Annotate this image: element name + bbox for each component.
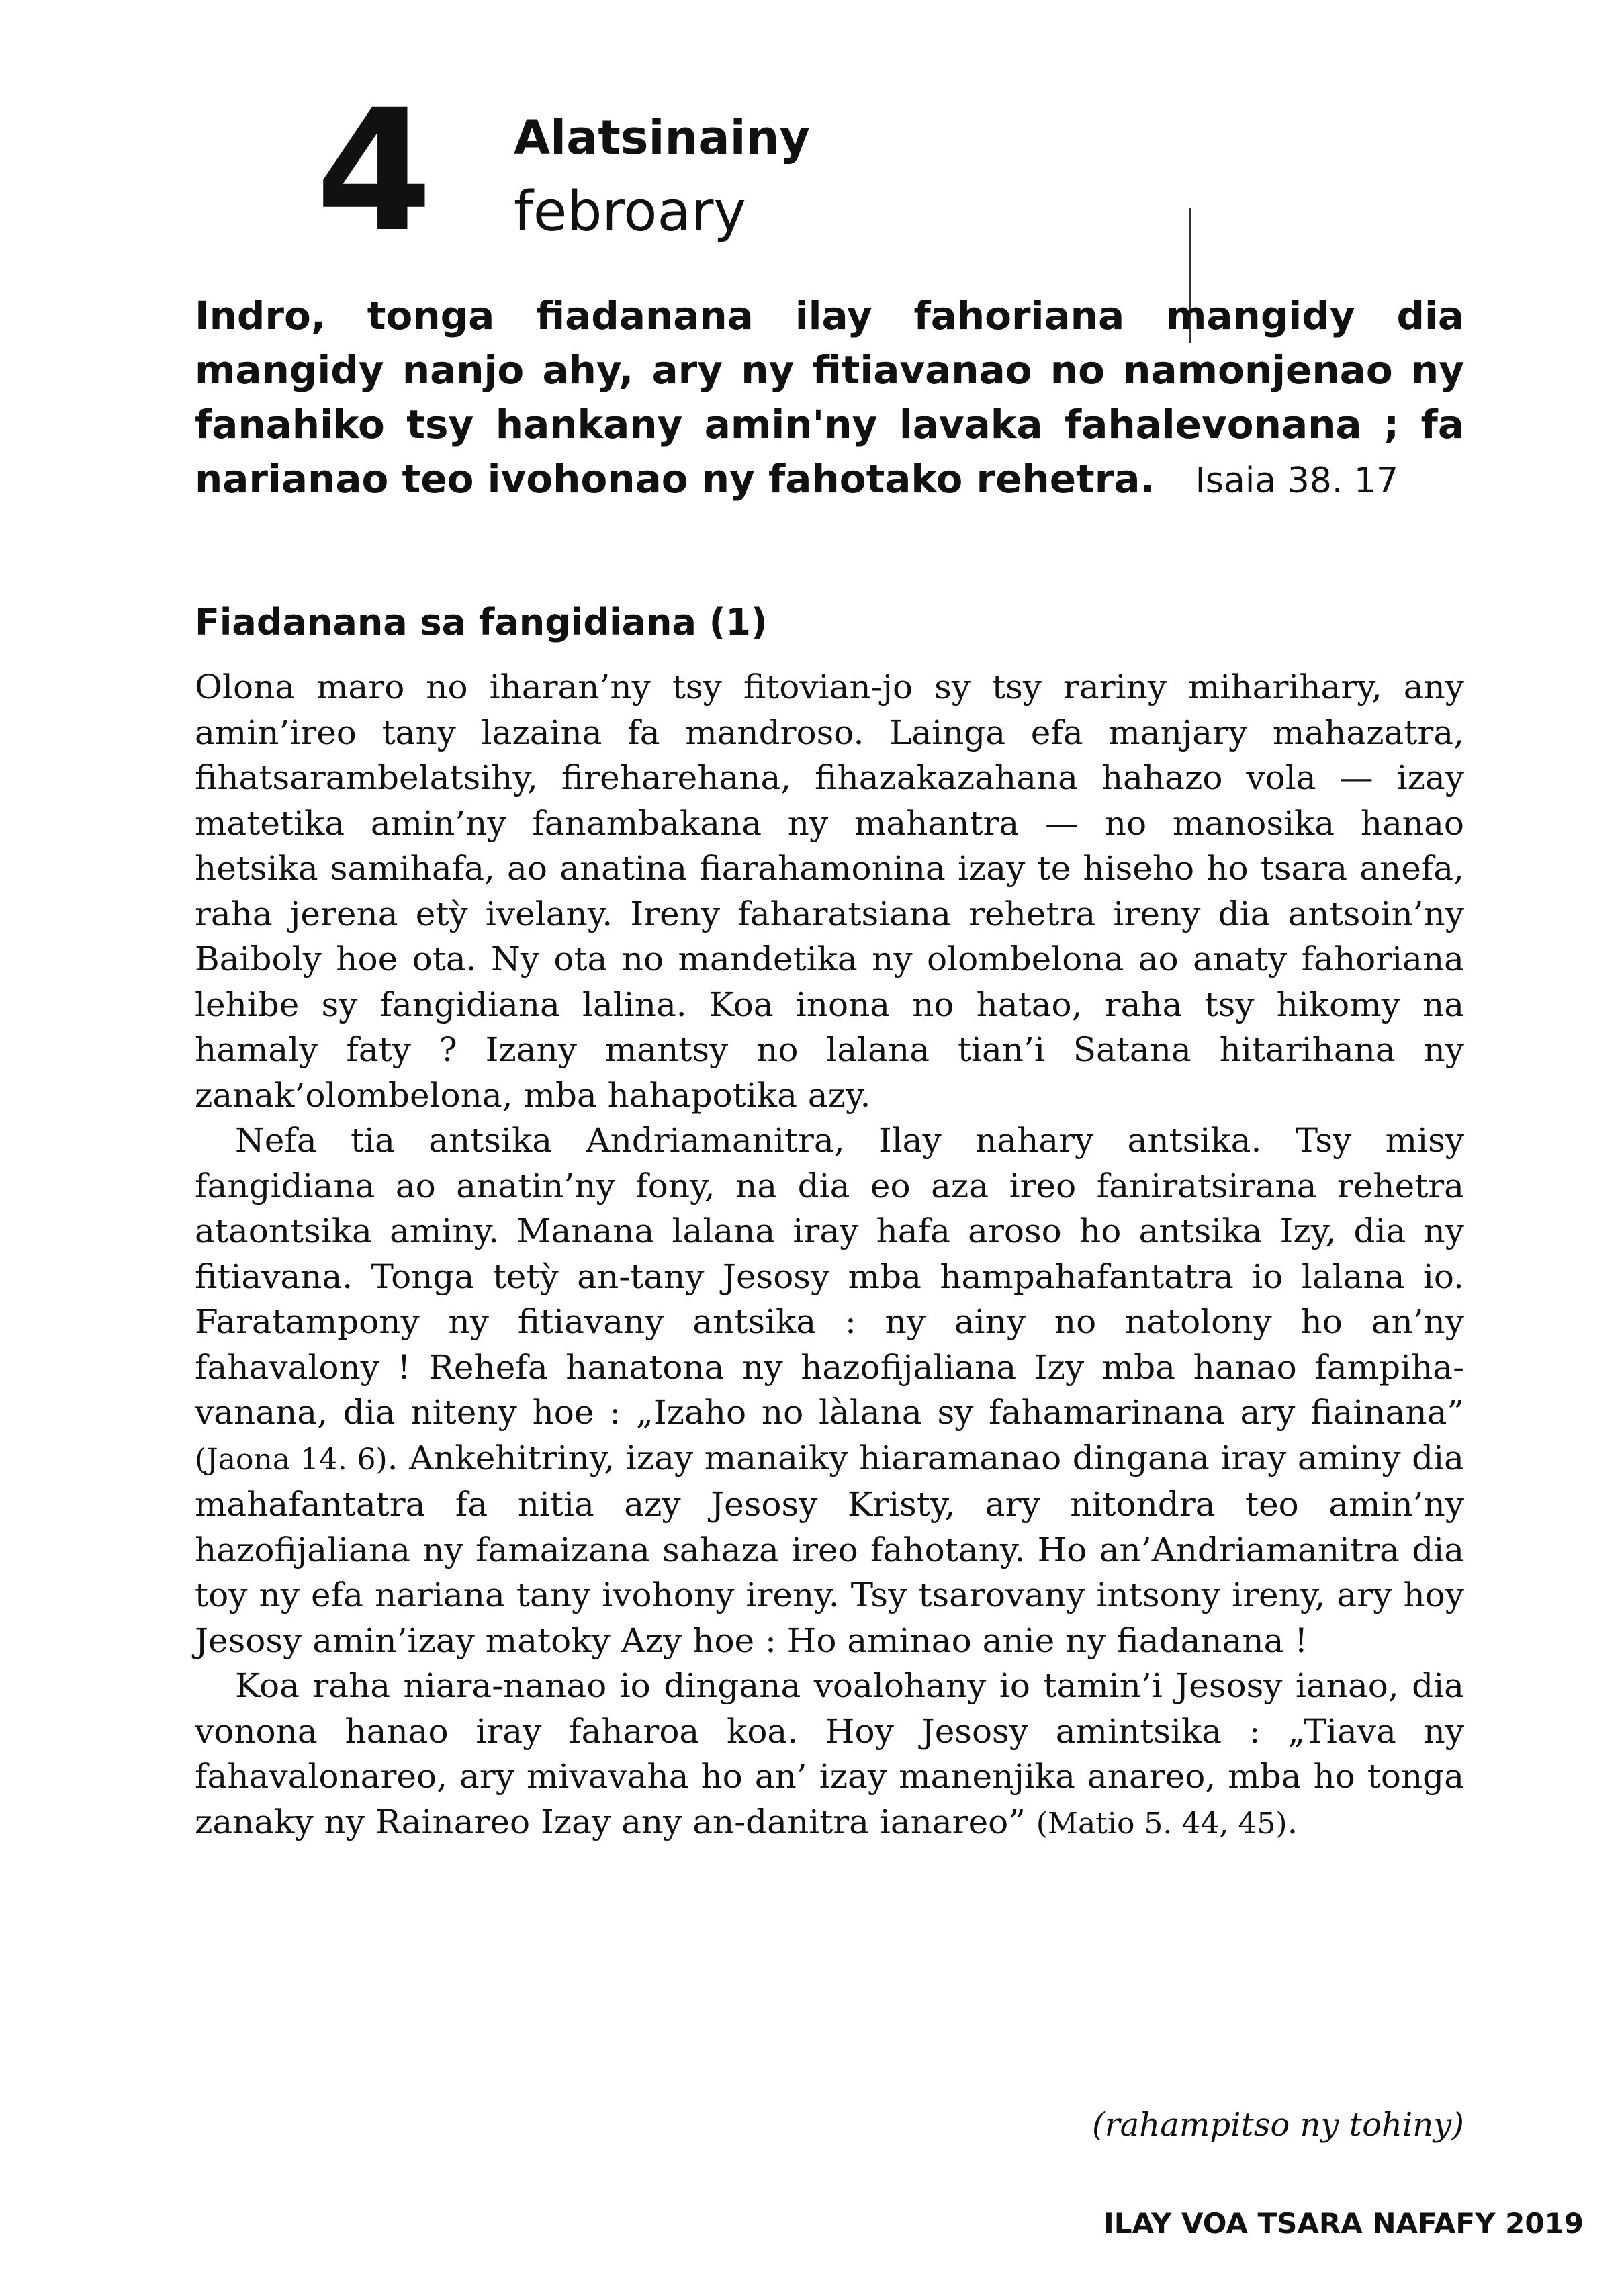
publication-footer: ILAY VOA TSARA NAFAFY 2019 (1103, 2207, 1584, 2240)
date-header (316, 73, 920, 269)
paragraph-2-rest: . Ankehitriny, izay manaiky hiaramanao dingana iray aminy dia mahafantatra fa nitia azy Jesosy Kristy, ary nitondra teo amin’ny hazofijaliana ny famaizana sahaza ireo fahotany. Ho an’Andriamanitra dia toy ny efa nariana tany ivohony ireny. Tsy tsarovany intsony ireny, ary hoy Jesosy amin’izay matoky Azy hoe : Ho aminao anie ny fiadanana ! (195, 1438, 1464, 1660)
devotional-body (195, 665, 1464, 1846)
month: febroary (514, 180, 746, 244)
paragraph-2-main: Nefa tia antsika Andriamanitra, Ilay nahary antsika. Tsy misy fangidiana ao anatin’ny fony, na dia eo aza ireo faniratsirana rehetra ataontsika aminy. Manana lalana iray hafa aroso ho antsika Izy, dia ny fitiavana. Tonga tetỳ an-tany Jesosy mba hampahafantatra io lalana io. Faratampony ny fitiavany antsika : ny ainy no natolony ho an’ny fahavalony ! Rehefa hanatona ny hazofijaliana Izy mba hanao fampihavanana, dia niteny hoe : „Izaho no làlana sy fahamarinana ary fiainana” (195, 1121, 1464, 1432)
verse-reference: Isaia 38. 17 (1195, 461, 1399, 501)
paragraph-1: Olona maro no iharan’ny tsy fitovian-jo sy tsy rariny miharihary, any amin’ireo tany lazaina fa mandroso. Lainga efa manjary mahazatra, fihatsarambelatsihy, fireharehana, fihazakazahana hahazo vola — izay matetika amin’ny fanambakana ny mahantra — no manosika hanao hetsika samihafa, ao anatina fiarahamonina izay te hiseho ho tsara anefa, raha jerena etỳ ivelany. Ireny faharatsiana rehetra ireny dia antsoin’ny Baiboly hoe ota. Ny ota no mandetika ny olombelona ao anaty fahoriana lehibe sy fangidiana lalina. Koa inona no hatao, raha tsy hikomy na hamaly faty ? Izany mantsy no lalana tian’i Satana hitarihana ny zanak’olombelona, mba hahapotika azy. (195, 668, 1464, 1115)
paragraph-3-main: Koa raha niara-nanao io dingana voalohany io tamin’i Jesosy ianao, dia vonona hanao iray faharoa koa. Hoy Jesosy amintsika : „Tiava ny fahavalonareo, ary mivavaha ho an’ izay manenjika anareo, mba ho tonga zanaky ny Rainareo Izay any an-danitra ianareo” (195, 1666, 1464, 1841)
weekday: Alatsinainy (514, 110, 811, 165)
scripture-citation: (Jaona 14. 6) (195, 1442, 388, 1477)
day-number: 4 (316, 73, 433, 269)
verse-text: Indro, tonga fiadanana ilay fahoriana mangidy dia mangidy nanjo ahy, ary ny fitiavanao no namonjenao ny fanahiko tsy hankany amin'ny lavaka fahalevonana ; fa narianao teo ivohonao ny fahotako rehetra. (195, 293, 1464, 502)
devotional-title: Fiadanana sa fangidiana (1) (195, 601, 768, 643)
paragraph-3 (195, 1664, 1464, 1846)
daily-verse (195, 289, 1464, 508)
paragraph-2 (195, 1118, 1464, 1664)
continuation-note: (rahampitso ny tohiny) (1092, 2106, 1464, 2144)
scripture-citation: (Matio 5. 44, 45) (1036, 1806, 1288, 1841)
paragraph-3-end: . (1287, 1802, 1298, 1841)
